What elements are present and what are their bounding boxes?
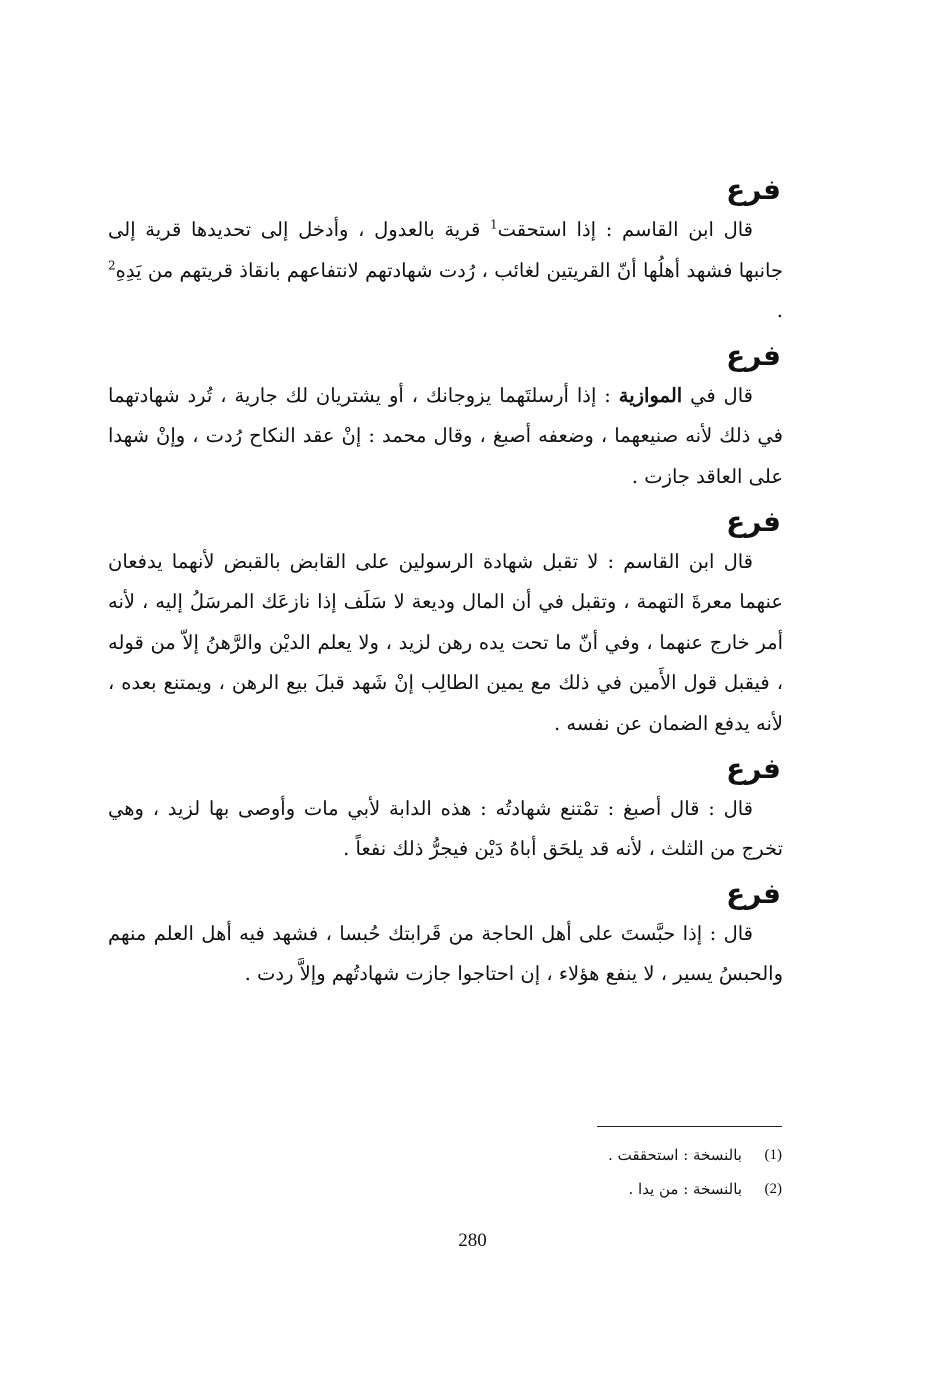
footnote-divider (597, 1126, 782, 1127)
section-paragraph (108, 376, 783, 498)
section-heading: فرع (726, 504, 781, 538)
footnote-number: (2) (764, 1181, 782, 1197)
section-heading: فرع (726, 338, 781, 372)
section-heading: فرع (726, 876, 781, 910)
footnotes (282, 1138, 782, 1206)
footnote-ref: 2 (108, 258, 116, 273)
section-paragraph (108, 542, 783, 745)
paragraph-text: قال : إذا حبَّستَ على أهل الحاجة من قَرابتك حُبسا ، فشهد فيه أهل العلم منهم والحبسُ يسير ، لا ينفع هؤلاء ، إن احتاجوا جازت شهادتُهم وإلاَّ ردت . (108, 921, 783, 986)
source-name: الموازية (618, 383, 683, 407)
paragraph-text: قال في (682, 383, 753, 407)
footnote-text: بالنسخة : من يدا . (628, 1180, 742, 1198)
section-heading: فرع (726, 751, 781, 785)
footnote-ref: 1 (489, 217, 498, 232)
paragraph-text: قال ابن القاسم : لا تقبل شهادة الرسولين على القابض بالقبض لأنهما يدفعان عنهما معرةَ التهمة ، وتقبل في أن المال وديعة لا سَلَف إذا نازعَك المرسَلُ إليه ، لأنه أمر خارج عنهما ، وفي أنّ ما تحت يده رهن لزيد ، ولا يعلم الديْن والرَّهنُ إلاّ من قوله ، فيقبل قول الأَمين في ذلك مع يمين الطالِب إنْ شَهد قبلَ بيع الرهن ، ويمتنع بعده ، لأنه يدفع الضمان عن نفسه . (108, 549, 783, 735)
section-2 (108, 336, 783, 498)
footnote-number: (1) (764, 1147, 782, 1163)
section-paragraph (108, 789, 783, 870)
section-paragraph (108, 210, 783, 332)
paragraph-text: : إذا أرسلتَهما يزوجانك ، أو يشتريان لك جارية ، تُرد شهادتهما في ذلك لأنه صنيعهما ، وضعفه أصبغ ، وقال محمد : إنْ عقد النكاح رُدت ، وإنْ شهدا على العاقد جازت . (108, 383, 783, 488)
footnote-item (282, 1138, 782, 1172)
section-heading: فرع (726, 173, 781, 206)
paragraph-text: قال ابن القاسم : إذا استحقت (497, 218, 753, 241)
page-number: 280 (458, 1230, 487, 1251)
section-paragraph (108, 914, 783, 995)
section-1 (108, 170, 783, 332)
paragraph-text: قرية بالعدول ، وأدخل إلى تحديدها قرية إلى جانبها فشهد أهلُها أنّ القريتين لغائب ، رُدت شهادتهم لانتفاعهم بانقاذ قريتهم من يَدِهِ (108, 218, 783, 282)
section-3 (108, 502, 783, 745)
paragraph-text: . (776, 299, 783, 323)
section-4 (108, 749, 783, 870)
footnote-item (282, 1172, 782, 1206)
section-5 (108, 874, 783, 995)
paragraph-text: قال : قال أصبغ : تمْتنع شهادتُه : هذه الدابة لأبي مات وأوصى بها لزيد ، وهي تخرج من الثلث ، لأنه قد يلحَق أباهُ دَيْن فيجرُّ ذلك نفعاً . (108, 796, 783, 861)
main-text (108, 170, 783, 999)
footnote-text: بالنسخة : استحققت . (608, 1146, 742, 1164)
